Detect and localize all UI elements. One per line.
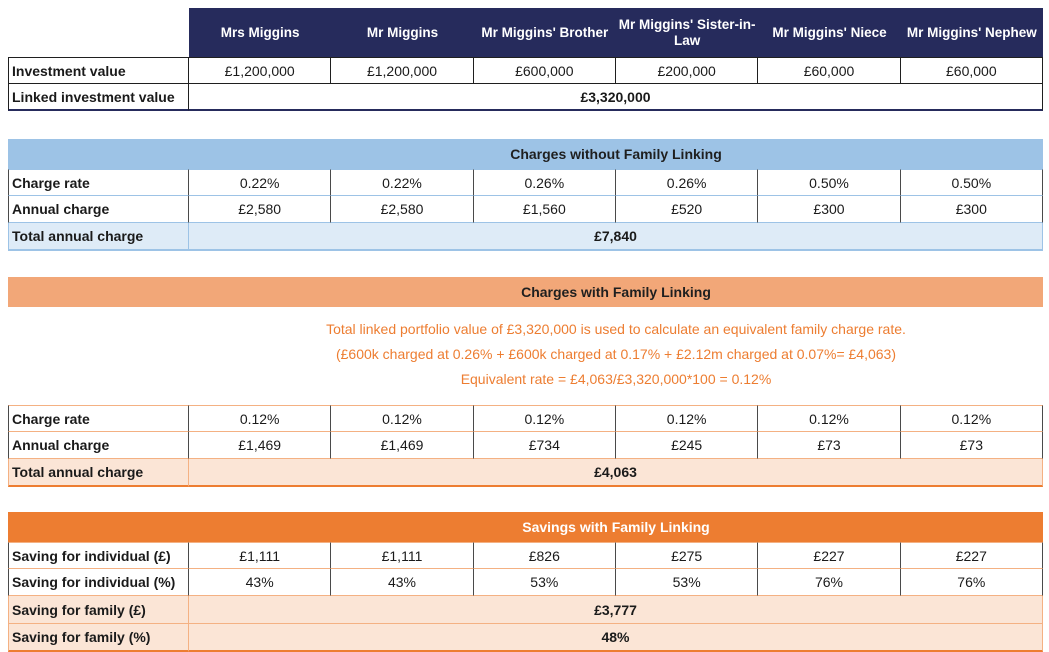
section-title-charges-with: Charges with Family Linking: [8, 277, 1043, 307]
investment-value-cell: £600,000: [474, 57, 616, 84]
row-label: Total annual charge: [8, 223, 189, 251]
charges-with-linking-table: [8, 277, 1043, 487]
annual-charge-cell: £73: [901, 432, 1043, 459]
investment-value-cell: £60,000: [901, 57, 1043, 84]
column-header: Mr Miggins' Brother: [474, 8, 616, 57]
linked-investment-total-cell: £3,320,000: [189, 84, 1043, 111]
annual-charge-cell: £734: [474, 432, 616, 459]
charge-rate-cell: 0.50%: [758, 169, 900, 196]
annual-charge-cell: £300: [901, 196, 1043, 223]
saving-individual-pct-cell: 53%: [616, 569, 758, 596]
charge-rate-cell: 0.12%: [616, 405, 758, 432]
saving-individual-gbp-cell: £1,111: [331, 542, 473, 569]
charge-rate-cell: 0.12%: [474, 405, 616, 432]
saving-individual-pct-cell: 43%: [331, 569, 473, 596]
row-label: Annual charge: [8, 196, 189, 223]
investment-value-cell: £1,200,000: [331, 57, 473, 84]
charge-rate-cell: 0.22%: [189, 169, 331, 196]
row-label: Linked investment value: [8, 84, 189, 111]
total-annual-charge-cell: £7,840: [189, 223, 1043, 251]
family-charge-explanation: [8, 307, 1043, 405]
charge-rate-cell: 0.26%: [616, 169, 758, 196]
saving-individual-gbp-cell: £826: [474, 542, 616, 569]
investment-value-cell: £1,200,000: [189, 57, 331, 84]
column-header: Mr Miggins' Sister-in-Law: [616, 8, 758, 57]
investment-value-cell: £200,000: [616, 57, 758, 84]
charge-rate-cell: 0.50%: [901, 169, 1043, 196]
saving-individual-pct-cell: 53%: [474, 569, 616, 596]
charge-rate-cell: 0.22%: [331, 169, 473, 196]
charge-rate-cell: 0.12%: [189, 405, 331, 432]
annual-charge-cell: £73: [758, 432, 900, 459]
total-annual-charge-cell: £4,063: [189, 459, 1043, 487]
header-spacer: [8, 8, 189, 57]
investment-value-cell: £60,000: [758, 57, 900, 84]
charges-without-linking-table: [8, 139, 1043, 251]
annual-charge-cell: £300: [758, 196, 900, 223]
charge-rate-cell: 0.26%: [474, 169, 616, 196]
annual-charge-cell: £1,560: [474, 196, 616, 223]
row-label: Saving for family (£): [8, 596, 189, 624]
saving-individual-pct-cell: 76%: [758, 569, 900, 596]
row-label: Saving for individual (£): [8, 542, 189, 569]
spacer: [8, 111, 1049, 139]
saving-individual-gbp-cell: £227: [758, 542, 900, 569]
annual-charge-cell: £1,469: [189, 432, 331, 459]
savings-table: [8, 512, 1043, 652]
annual-charge-cell: £520: [616, 196, 758, 223]
saving-individual-gbp-cell: £1,111: [189, 542, 331, 569]
charge-rate-cell: 0.12%: [331, 405, 473, 432]
row-label: Total annual charge: [8, 459, 189, 487]
charge-rate-cell: 0.12%: [901, 405, 1043, 432]
note-line: Total linked portfolio value of £3,320,000 is used to calculate an equivalent family charge rate.: [326, 321, 906, 337]
row-label: Investment value: [8, 57, 189, 84]
saving-individual-gbp-cell: £227: [901, 542, 1043, 569]
annual-charge-cell: £2,580: [331, 196, 473, 223]
row-label: Annual charge: [8, 432, 189, 459]
note-line: (£600k charged at 0.26% + £600k charged at 0.17% + £2.12m charged at 0.07%= £4,063): [335, 346, 896, 362]
saving-individual-pct-cell: 43%: [189, 569, 331, 596]
spacer: [8, 251, 1049, 277]
annual-charge-cell: £2,580: [189, 196, 331, 223]
column-header: Mr Miggins' Niece: [758, 8, 900, 57]
row-label: Saving for family (%): [8, 624, 189, 652]
row-label: Charge rate: [8, 405, 189, 432]
note-line: Equivalent rate = £4,063/£3,320,000*100 = 0.12%: [460, 371, 772, 387]
investment-table: [8, 8, 1043, 111]
saving-individual-pct-cell: 76%: [901, 569, 1043, 596]
saving-individual-gbp-cell: £275: [616, 542, 758, 569]
column-header: Mrs Miggins: [189, 8, 331, 57]
section-title-charges-without: Charges without Family Linking: [8, 139, 1043, 169]
row-label: Saving for individual (%): [8, 569, 189, 596]
annual-charge-cell: £1,469: [331, 432, 473, 459]
row-label: Charge rate: [8, 169, 189, 196]
annual-charge-cell: £245: [616, 432, 758, 459]
charge-rate-cell: 0.12%: [758, 405, 900, 432]
column-header: Mr Miggins' Nephew: [901, 8, 1043, 57]
section-title-savings: Savings with Family Linking: [8, 512, 1043, 542]
saving-family-gbp-cell: £3,777: [189, 596, 1043, 624]
spacer: [8, 487, 1049, 512]
saving-family-pct-cell: 48%: [189, 624, 1043, 652]
column-header: Mr Miggins: [331, 8, 473, 57]
